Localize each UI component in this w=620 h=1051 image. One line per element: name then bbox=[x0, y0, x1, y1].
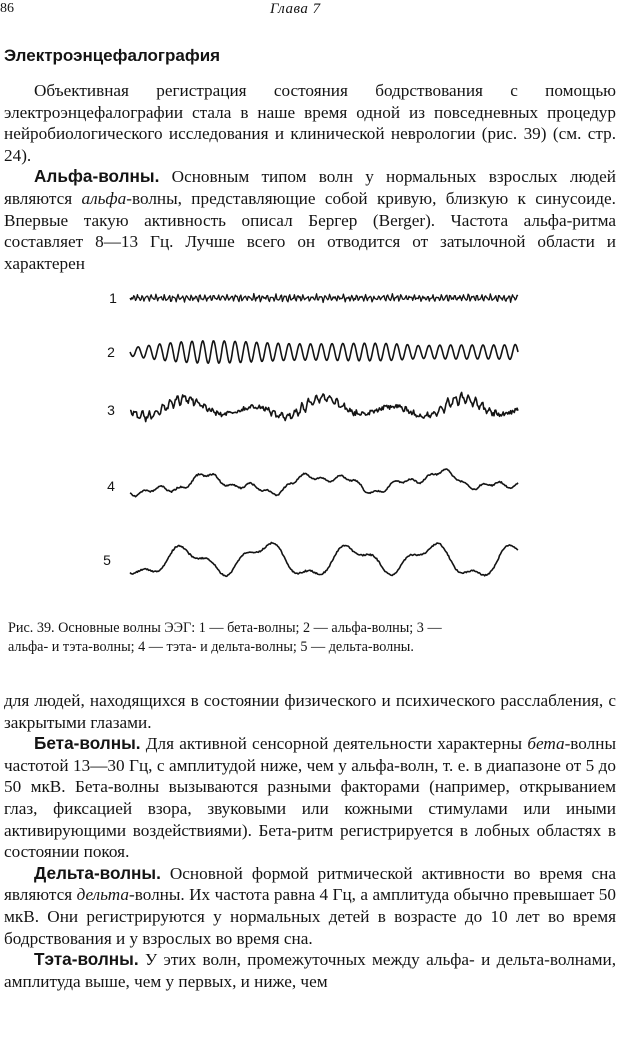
intro-paragraph: Объективная регистрация состояния бодрствования с помощью электроэнцефалографии стала в наше время одной из повседневных процедур нейробиологического исследования и клинической неврологии (рис. 39) (см. стр. 24). bbox=[4, 81, 616, 165]
eeg-trace-3 bbox=[130, 392, 518, 421]
section-heading: Электроэнцефалография bbox=[4, 46, 221, 65]
delta-heading: Дельта-волны. bbox=[34, 862, 161, 883]
trace-label-2: 2 bbox=[107, 344, 115, 360]
eeg-trace-4 bbox=[130, 469, 518, 497]
trace-label-5: 5 bbox=[103, 552, 111, 568]
theta-heading: Тэта-волны. bbox=[34, 949, 139, 970]
eeg-figure bbox=[100, 282, 530, 602]
beta-heading: Бета-волны. bbox=[34, 733, 141, 754]
trace-label-3: 3 bbox=[107, 402, 115, 418]
beta-emphasis: бета bbox=[527, 734, 565, 754]
eeg-trace-1 bbox=[130, 294, 518, 303]
caption-line-2: альфа- и тэта-волны; 4 — тэта- и дельта-волны; 5 — дельта-волны. bbox=[8, 639, 414, 655]
caption-line-1: Рис. 39. Основные волны ЭЭГ: 1 — бета-волны; 2 — альфа-волны; 3 — bbox=[8, 620, 442, 636]
trace-label-4: 4 bbox=[107, 478, 115, 494]
eeg-trace-5 bbox=[130, 543, 518, 577]
alpha-text-1: Основным типом волн у нормальных взрослых людей являются bbox=[4, 167, 616, 208]
alpha-emphasis: альфа bbox=[81, 188, 127, 208]
alpha-text-2: -волны, представляющие собой кривую, близкую к синусоиде. Впервые такую активность описал Бергер (Berger). Частота альфа-ритма составляет 8—13 Гц. Лучше всего он отводится от затылочной области и характерен bbox=[4, 188, 616, 273]
beta-text-2: -волны частотой 13—30 Гц, с амплитудой ниже, чем у альфа-волн, т. е. в диапазоне от 5 до 50 мкВ. Бета-волны вызываются разными факторами (например, открыванием глаз, фиксацией взора, звуковыми или кожными стимулами или иными активирующими воздействиями). Бета-ритм регистрируется в лобных областях в состоянии покоя. bbox=[4, 734, 616, 862]
text-block-top bbox=[4, 80, 616, 274]
delta-text-1: Основной формой ритмической активности во время сна являются bbox=[4, 863, 616, 905]
alpha-continuation: для людей, находящихся в состоянии физического и психического расслабления, с закрытыми глазами. bbox=[4, 691, 616, 732]
beta-paragraph bbox=[4, 733, 616, 863]
theta-text: У этих волн, промежуточных между альфа- и дельта-волнами, амплитуда выше, чем у первых, и ниже, чем bbox=[4, 950, 616, 991]
eeg-traces bbox=[100, 282, 530, 602]
delta-emphasis: дельта bbox=[76, 885, 129, 905]
figure-caption bbox=[8, 619, 618, 657]
text-block-bottom bbox=[4, 690, 616, 992]
running-head bbox=[0, 0, 620, 20]
page-number: 86 bbox=[0, 1, 14, 16]
delta-paragraph bbox=[4, 863, 616, 949]
beta-text-1: Для активной сенсорной деятельности характерны bbox=[140, 734, 528, 754]
alpha-heading: Альфа-волны. bbox=[34, 166, 160, 187]
theta-paragraph bbox=[4, 949, 616, 992]
eeg-trace-2 bbox=[130, 341, 518, 363]
trace-label-1: 1 bbox=[109, 290, 117, 306]
alpha-paragraph bbox=[4, 166, 616, 274]
chapter-title: Глава 7 bbox=[270, 1, 321, 17]
delta-text-2: -волны. Их частота равна 4 Гц, а амплитуда обычно превышает 50 мкВ. Они регистрируются у нормальных детей в возрасте до 10 лет во время бодрствования и у взрослых во время сна. bbox=[4, 885, 616, 948]
